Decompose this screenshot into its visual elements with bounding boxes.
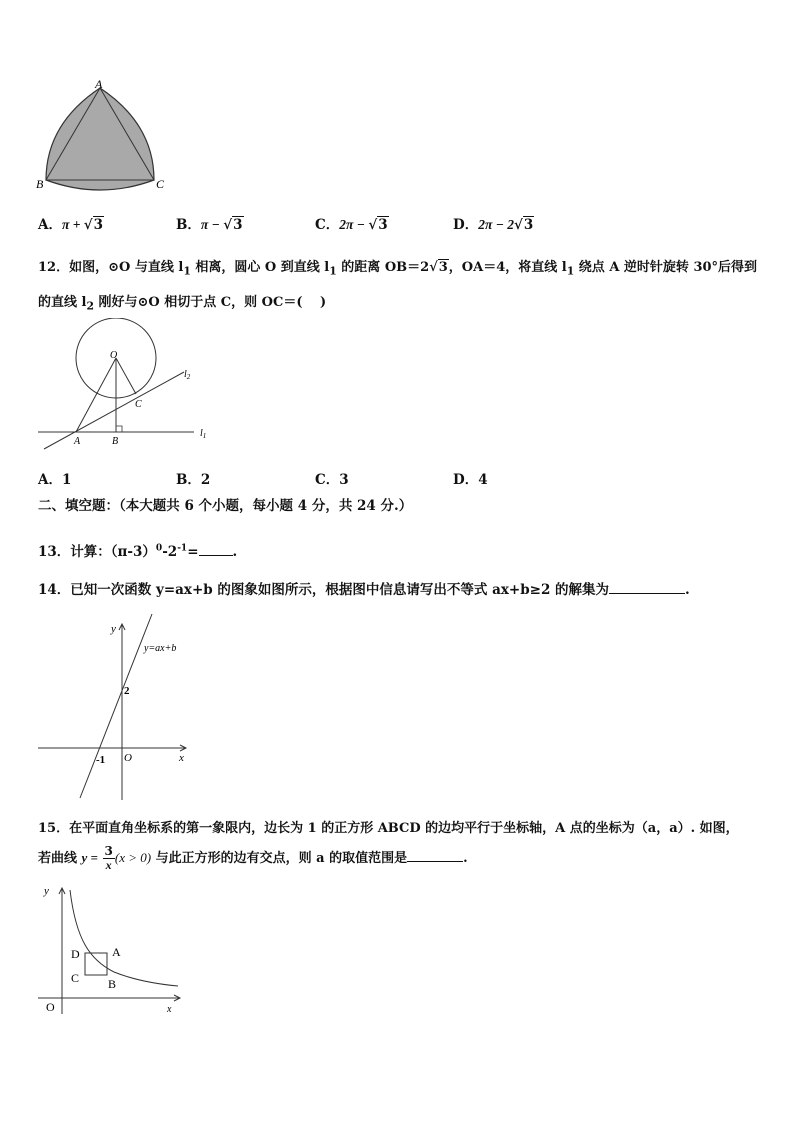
label-o: O <box>110 350 118 361</box>
label-x: x <box>179 752 184 764</box>
label-origin: O <box>46 1000 55 1014</box>
q15-answer-blank[interactable] <box>407 849 463 862</box>
right-angle-mark <box>116 426 122 432</box>
label-y: y <box>44 885 49 897</box>
linear-function-figure <box>34 610 194 802</box>
label-l1: $l_1$ <box>200 428 207 440</box>
label-neg-one: -1 <box>96 754 106 766</box>
q14-text: 14．已知一次函数 y=ax+b 的图象如图所示，根据图中信息请写出不等式 ax+b≥2 的解集为 . <box>38 582 690 598</box>
label-y: y <box>111 623 116 635</box>
q15-line-2: 若曲线 y = $\frac{3}{x}$ (x > 0) 与此正方形的边有交点，则 a 的取值范围是 . <box>38 844 468 872</box>
label-b: B <box>108 977 117 991</box>
segment-oc <box>116 358 136 394</box>
q13-answer-blank[interactable] <box>199 543 233 556</box>
label-func: y=ax+b <box>144 643 177 654</box>
q12-option-d: D．4 <box>453 472 488 488</box>
label-two: 2 <box>124 685 130 697</box>
label-c: C <box>135 399 142 410</box>
line-y-ax-b <box>80 614 152 798</box>
section-heading-fill-in: 二、填空题：（本大题共 6 个小题，每小题 4 分，共 24 分.） <box>38 498 413 514</box>
label-b: B <box>112 436 119 447</box>
label-c: C <box>156 177 165 191</box>
q13-text: 13．计算：$(\pi-3)^0-2^{-1}=$ . <box>38 543 238 560</box>
q14-answer-blank[interactable] <box>609 581 685 594</box>
label-c: C <box>71 971 80 985</box>
q12-option-c: C．3 <box>315 472 349 488</box>
q12-line-2: 的直线 $l_2$ 刚好与⊙O 相切于点 C，则 OC＝( ) <box>38 295 327 313</box>
curve-y-3-over-x <box>70 890 178 986</box>
q11-option-d: D．2π − 2√3 <box>453 217 534 233</box>
q11-option-a: A．π + √3 <box>38 217 104 233</box>
label-a: A <box>74 436 81 447</box>
square-abcd <box>85 953 107 975</box>
q11-option-b: B．π − √3 <box>176 217 243 233</box>
q12-option-a: A．1 <box>38 472 72 488</box>
reuleaux-triangle-figure <box>30 76 180 196</box>
label-origin: O <box>124 752 132 764</box>
label-a: A <box>95 77 103 91</box>
label-d: D <box>71 947 80 961</box>
label-b: B <box>36 177 44 191</box>
fraction-3-over-x: $\frac{3}{x}$ <box>104 844 113 872</box>
q12-option-b: B．2 <box>176 472 211 488</box>
label-l2: $l_2$ <box>184 369 191 381</box>
label-a: A <box>112 945 121 959</box>
label-x: x <box>167 1004 172 1015</box>
reuleaux-shape <box>46 88 154 190</box>
q15-line-1: 15．在平面直角坐标系的第一象限内，边长为 1 的正方形 ABCD 的边均平行于坐标轴，A 点的坐标为（a，a）. 如图， <box>38 821 739 836</box>
hyperbola-square-figure <box>34 880 184 1018</box>
circle-tangent-figure <box>34 318 224 450</box>
q12-line-1: 12．如图，⊙O 与直线 $l_1$ 相离，圆心 O 到直线 $l_1$ 的距离 OB＝2√3，OA＝4，将直线 $l_1$ 绕点 A 逆时针旋转 30°后得到 <box>38 260 758 278</box>
q11-option-c: C．2π − √3 <box>315 217 388 233</box>
